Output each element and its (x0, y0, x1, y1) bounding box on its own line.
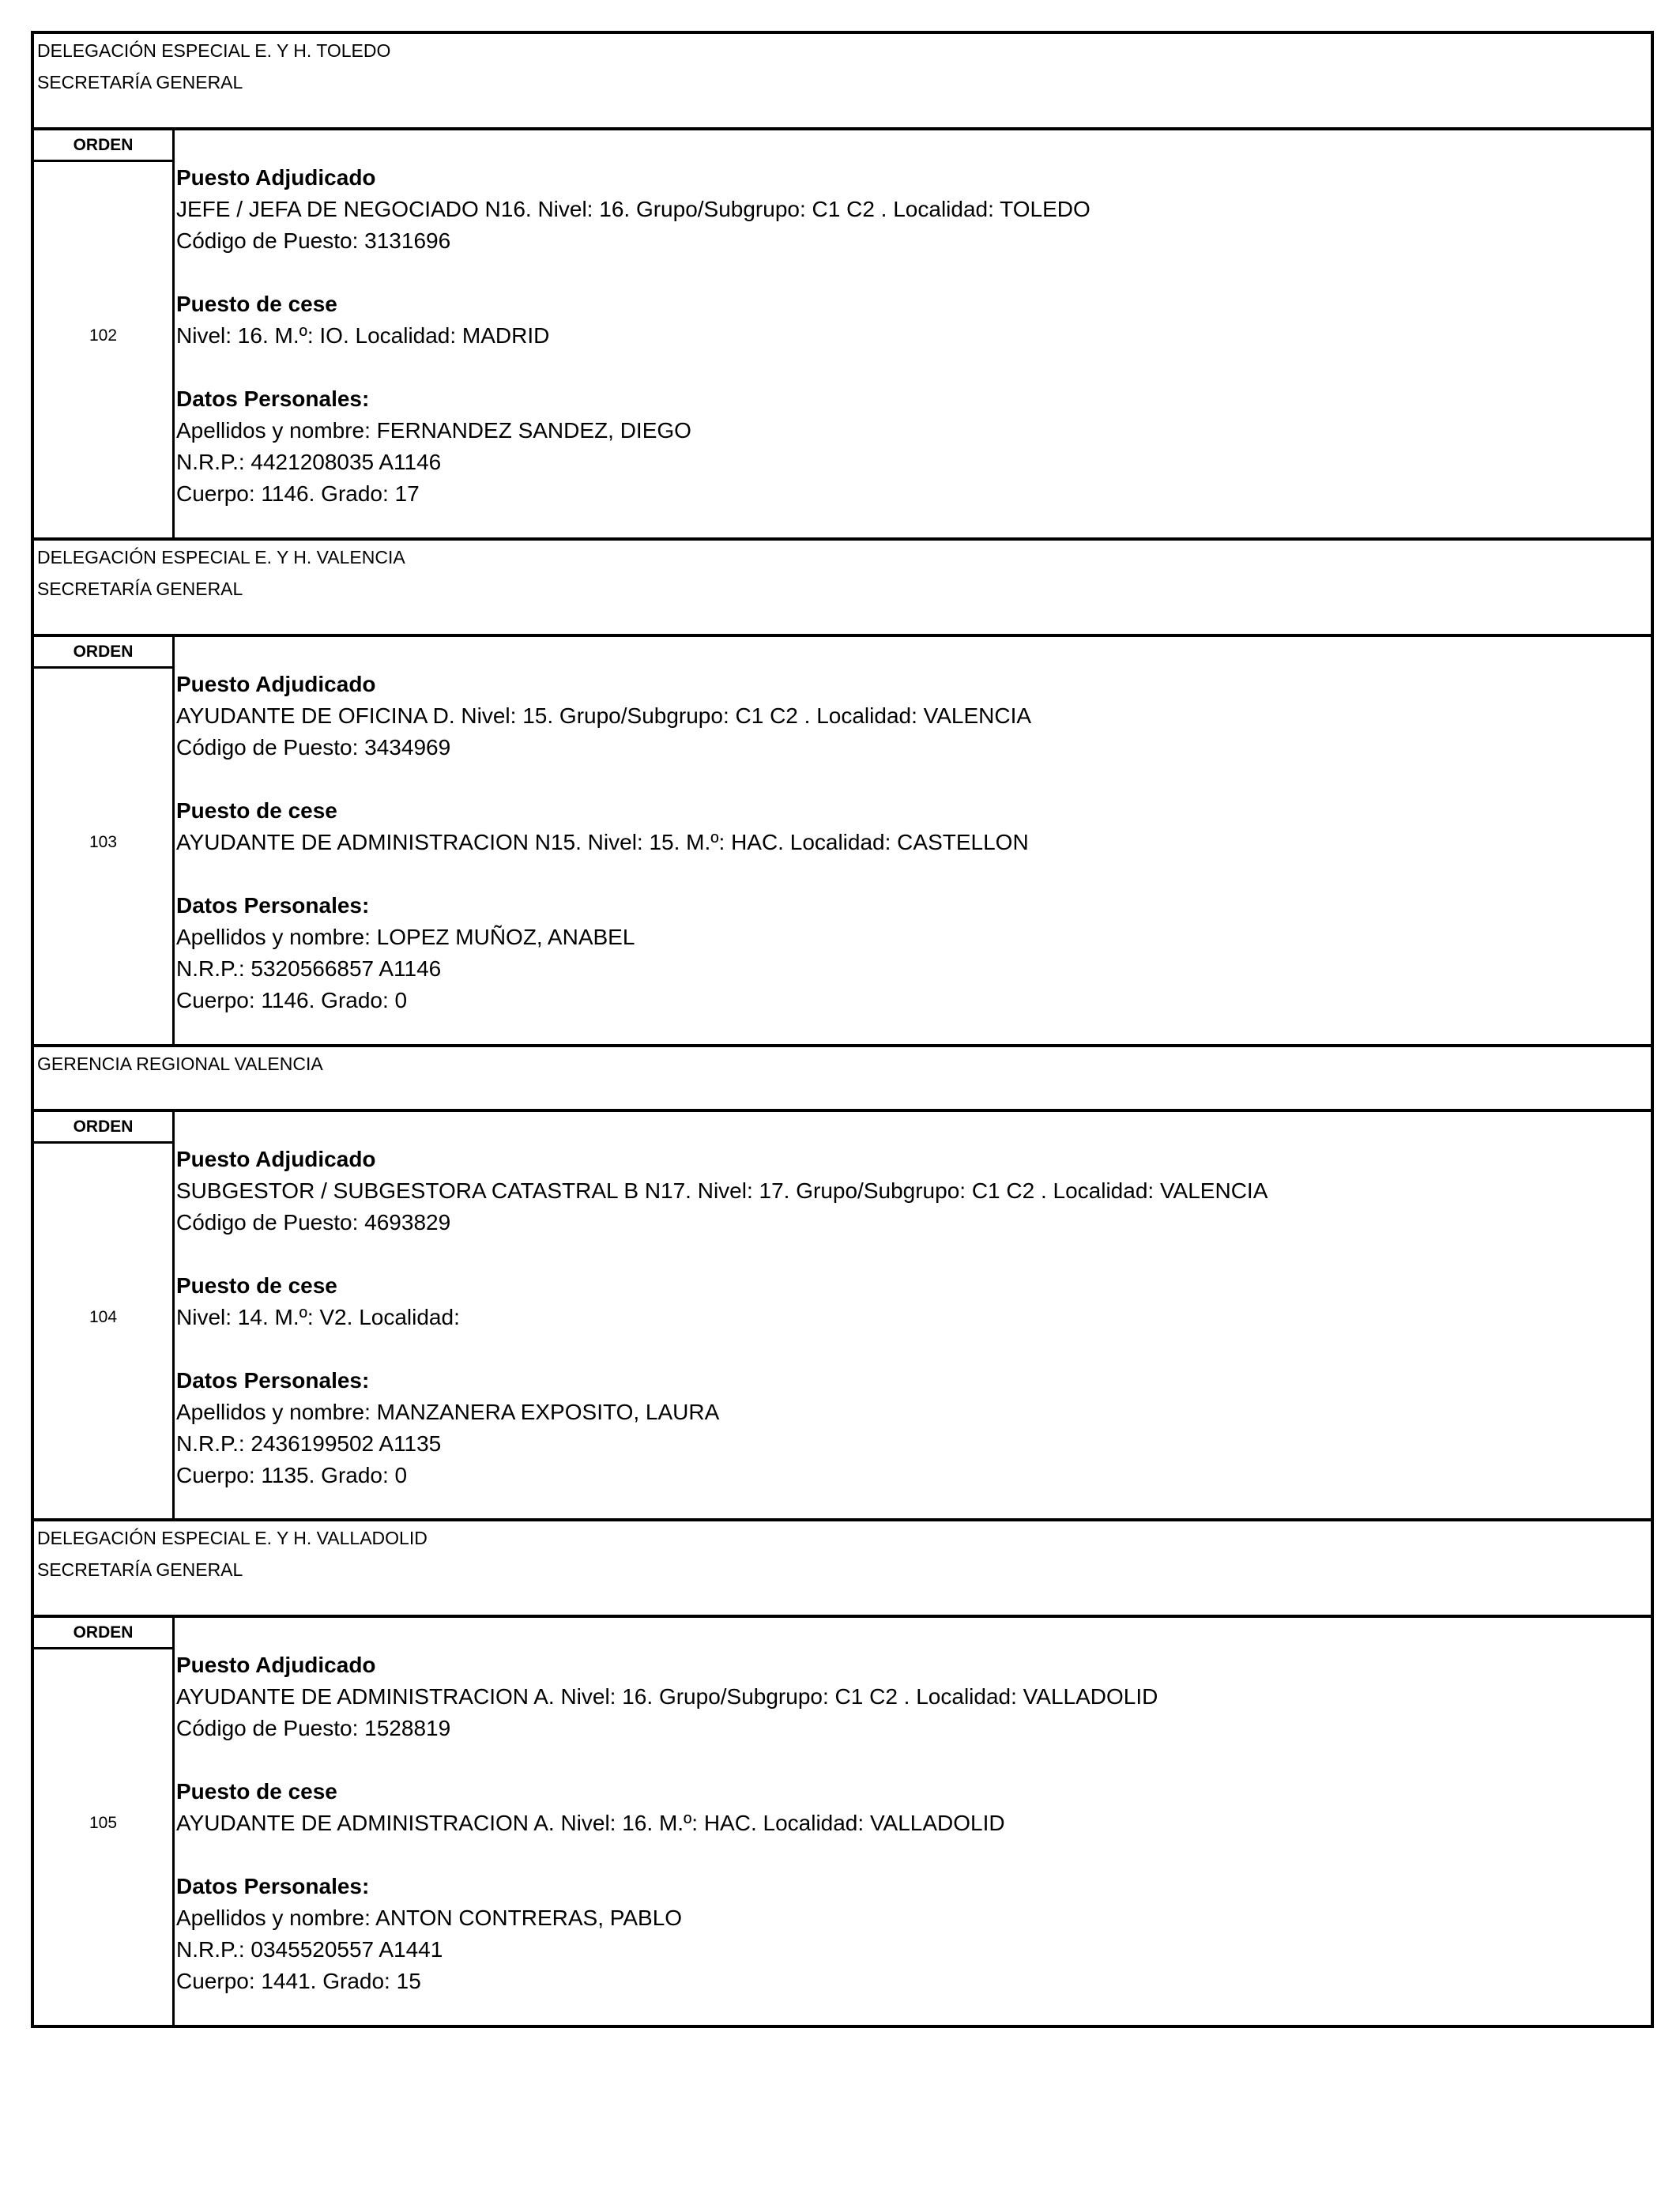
cese-title: Puesto de cese (176, 798, 337, 823)
entry-details (176, 1649, 1158, 1997)
entry-details (176, 669, 1031, 1016)
datos-title: Datos Personales: (176, 386, 370, 411)
datos-title: Datos Personales: (176, 1368, 370, 1393)
orden-column (34, 130, 175, 537)
orden-label: ORDEN (34, 1618, 172, 1649)
cese-line: AYUDANTE DE ADMINISTRACION N15. Nivel: 15. M.º: HAC. Localidad: CASTELLON (176, 830, 1029, 854)
datos-title: Datos Personales: (176, 1874, 370, 1898)
cuerpo-line: Cuerpo: 1146. Grado: 17 (176, 481, 420, 506)
nombre-line: Apellidos y nombre: ANTON CONTRERAS, PABLO (176, 1906, 683, 1930)
entry-section (31, 1518, 1654, 2028)
subunit-name: SECRETARÍA GENERAL (37, 579, 243, 599)
cese-title: Puesto de cese (176, 1273, 337, 1298)
nombre-line: Apellidos y nombre: MANZANERA EXPOSITO, LAURA (176, 1400, 720, 1424)
orden-label: ORDEN (34, 637, 172, 669)
orden-label: ORDEN (34, 1112, 172, 1144)
orden-column (34, 1112, 175, 1519)
adjudicado-title: Puesto Adjudicado (176, 165, 376, 190)
entry-details (176, 162, 1090, 510)
adjudicado-line: AYUDANTE DE ADMINISTRACION A. Nivel: 16. Grupo/Subgrupo: C1 C2 . Localidad: VALLADOLID (176, 1684, 1158, 1709)
datos-title: Datos Personales: (176, 893, 370, 918)
codigo-puesto: Código de Puesto: 4693829 (176, 1210, 451, 1235)
adjudicado-line: AYUDANTE DE OFICINA D. Nivel: 15. Grupo/Subgrupo: C1 C2 . Localidad: VALENCIA (176, 703, 1032, 728)
unit-name: DELEGACIÓN ESPECIAL E. Y H. TOLEDO (37, 40, 391, 61)
orden-column (34, 1618, 175, 2025)
cese-title: Puesto de cese (176, 292, 337, 316)
unit-header (34, 541, 1651, 637)
nombre-line: Apellidos y nombre: LOPEZ MUÑOZ, ANABEL (176, 925, 635, 949)
subunit-name: SECRETARÍA GENERAL (37, 72, 243, 92)
entry-section (31, 1044, 1654, 1519)
entry-section (31, 537, 1654, 1044)
codigo-puesto: Código de Puesto: 3434969 (176, 735, 451, 760)
cese-title: Puesto de cese (176, 1779, 337, 1804)
entry-body (34, 1112, 1651, 1519)
cuerpo-line: Cuerpo: 1146. Grado: 0 (176, 988, 408, 1012)
subunit-name: SECRETARÍA GENERAL (37, 1559, 243, 1580)
nrp-line: N.R.P.: 5320566857 A1146 (176, 956, 442, 981)
adjudicado-line: SUBGESTOR / SUBGESTORA CATASTRAL B N17. Nivel: 17. Grupo/Subgrupo: C1 C2 . Localidad: VALENCIA (176, 1178, 1268, 1203)
entry-body (34, 1618, 1651, 2025)
unit-header (34, 34, 1651, 130)
adjudicado-title: Puesto Adjudicado (176, 1653, 376, 1677)
adjudicado-title: Puesto Adjudicado (176, 672, 376, 696)
orden-number: 105 (89, 1814, 118, 1832)
cese-line: Nivel: 16. M.º: IO. Localidad: MADRID (176, 323, 550, 348)
nombre-line: Apellidos y nombre: FERNANDEZ SANDEZ, DIEGO (176, 418, 691, 443)
cuerpo-line: Cuerpo: 1135. Grado: 0 (176, 1463, 408, 1487)
unit-name: GERENCIA REGIONAL VALENCIA (37, 1054, 323, 1074)
orden-label: ORDEN (34, 130, 172, 162)
adjudicado-title: Puesto Adjudicado (176, 1147, 376, 1171)
nrp-line: N.R.P.: 4421208035 A1146 (176, 450, 442, 474)
entry-details (176, 1144, 1268, 1491)
cese-line: Nivel: 14. M.º: V2. Localidad: (176, 1305, 460, 1329)
adjudicado-line: JEFE / JEFA DE NEGOCIADO N16. Nivel: 16. Grupo/Subgrupo: C1 C2 . Localidad: TOLEDO (176, 197, 1090, 221)
nrp-line: N.R.P.: 0345520557 A1441 (176, 1937, 443, 1962)
entry-body (34, 130, 1651, 537)
unit-header (34, 1047, 1651, 1112)
orden-number: 104 (89, 1308, 118, 1326)
entry-body (34, 637, 1651, 1044)
codigo-puesto: Código de Puesto: 1528819 (176, 1716, 451, 1740)
unit-name: DELEGACIÓN ESPECIAL E. Y H. VALENCIA (37, 547, 405, 567)
entry-section (31, 31, 1654, 537)
codigo-puesto: Código de Puesto: 3131696 (176, 228, 451, 253)
orden-number: 102 (89, 326, 118, 345)
cese-line: AYUDANTE DE ADMINISTRACION A. Nivel: 16. M.º: HAC. Localidad: VALLADOLID (176, 1811, 1005, 1835)
nrp-line: N.R.P.: 2436199502 A1135 (176, 1431, 442, 1456)
orden-number: 103 (89, 833, 118, 851)
cuerpo-line: Cuerpo: 1441. Grado: 15 (176, 1969, 421, 1993)
unit-name: DELEGACIÓN ESPECIAL E. Y H. VALLADOLID (37, 1528, 428, 1548)
orden-column (34, 637, 175, 1044)
unit-header (34, 1521, 1651, 1618)
